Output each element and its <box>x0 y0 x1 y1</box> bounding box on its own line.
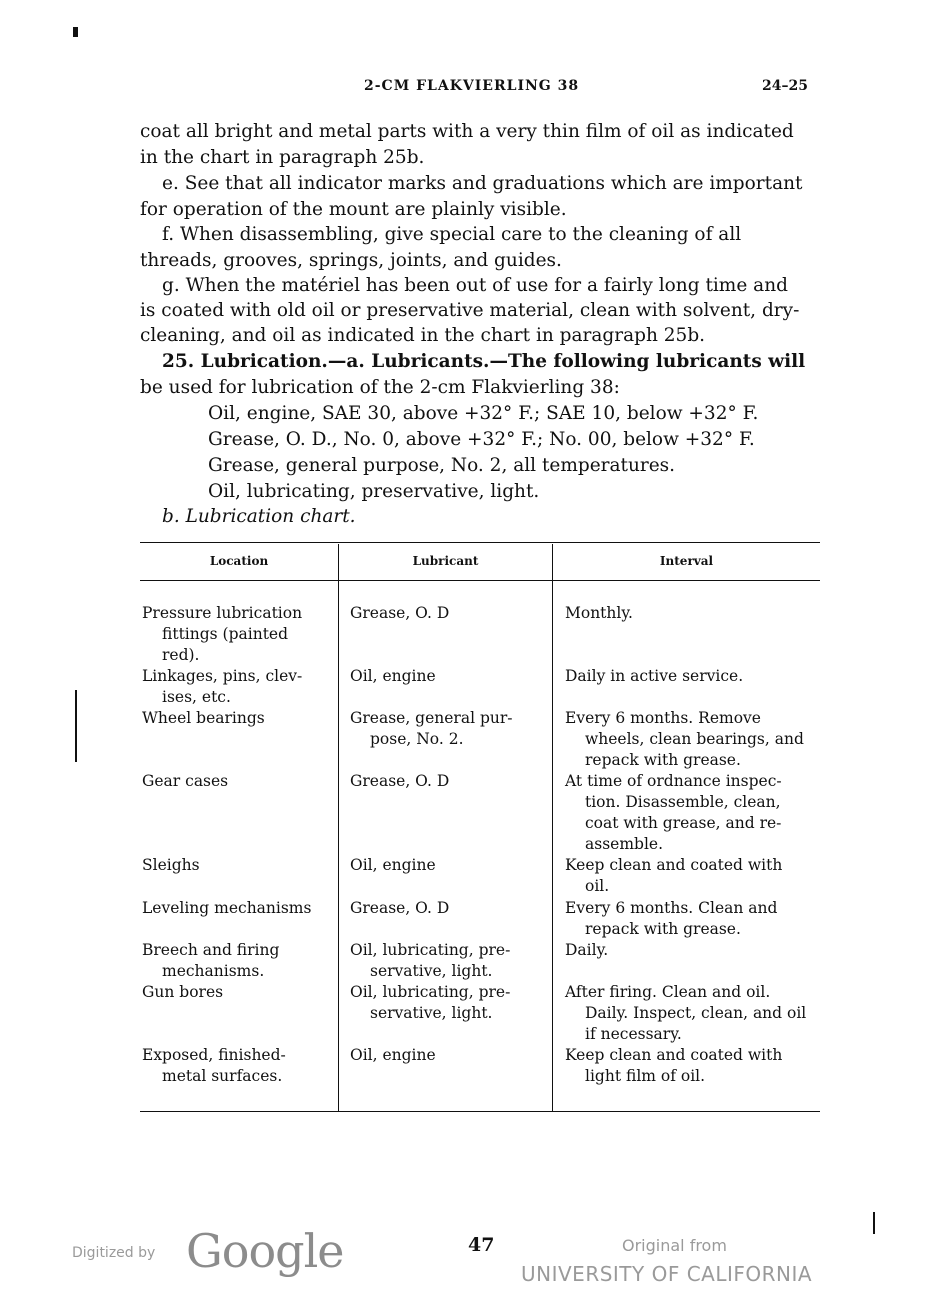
table-cell-line: Leveling mechanisms <box>142 899 312 917</box>
table-cell-line: Daily. <box>565 941 609 959</box>
table-cell-line: Grease, general pur- <box>350 709 513 727</box>
table-cell-lubricant <box>350 982 546 1024</box>
header-page-range: 24–25 <box>762 78 808 94</box>
table-cell-interval <box>565 771 820 855</box>
table-column-divider <box>552 544 553 1111</box>
scan-mark <box>873 1212 875 1234</box>
lubrication-chart-table <box>140 540 820 1115</box>
body-line: cleaning, and oil as indicated in the chart in paragraph 25b. <box>140 325 706 346</box>
column-header-interval: Interval <box>659 554 714 568</box>
google-logo: Google <box>186 1224 344 1278</box>
body-line: threads, grooves, springs, joints, and guides. <box>140 250 562 271</box>
table-cell-line: Grease, O. D <box>350 899 450 917</box>
table-cell-interval <box>565 940 820 961</box>
lubricant-item: Grease, O. D., No. 0, above +32° F.; No. 00, below +32° F. <box>208 429 755 450</box>
scan-mark <box>75 690 77 762</box>
body-line: coat all bright and metal parts with a very thin film of oil as indicated <box>140 121 794 142</box>
table-cell-location <box>142 855 332 876</box>
table-cell-lubricant <box>350 855 546 876</box>
table-rule-header <box>140 580 820 581</box>
lubricant-item: Oil, engine, SAE 30, above +32° F.; SAE 10, below +32° F. <box>208 403 759 424</box>
table-cell-line: tion. Disassemble, clean, <box>585 793 781 811</box>
body-line: for operation of the mount are plainly visible. <box>140 199 567 220</box>
table-cell-line: Oil, engine <box>350 667 436 685</box>
table-cell-line: servative, light. <box>370 1004 493 1022</box>
body-line: f. When disassembling, give special care to the cleaning of all <box>162 224 742 245</box>
table-cell-line: Sleighs <box>142 856 200 874</box>
lubricant-item: Oil, lubricating, preservative, light. <box>208 481 540 502</box>
column-header-location: Location <box>209 554 269 568</box>
table-cell-lubricant <box>350 666 546 687</box>
table-cell-line: coat with grease, and re- <box>585 814 782 832</box>
header-title: 2-CM FLAKVIERLING 38 <box>364 78 580 94</box>
table-cell-line: Breech and firing <box>142 941 280 959</box>
table-cell-line: Wheel bearings <box>142 709 265 727</box>
table-cell-line: Daily in active service. <box>565 667 744 685</box>
table-cell-lubricant <box>350 898 546 919</box>
table-cell-line: pose, No. 2. <box>370 730 464 748</box>
institution-text: UNIVERSITY OF CALIFORNIA <box>521 1262 813 1286</box>
table-cell-line: Every 6 months. Clean and <box>565 899 778 917</box>
table-cell-line: Monthly. <box>565 604 633 622</box>
table-cell-lubricant <box>350 603 546 624</box>
table-cell-line: servative, light. <box>370 962 493 980</box>
body-line: is coated with old oil or preservative material, clean with solvent, dry- <box>140 300 800 321</box>
table-cell-line: repack with grease. <box>585 751 741 769</box>
table-cell-line: Linkages, pins, clev- <box>142 667 303 685</box>
table-cell-line: red). <box>162 646 200 664</box>
table-cell-line: mechanisms. <box>162 962 265 980</box>
table-cell-interval <box>565 1045 820 1087</box>
table-cell-location <box>142 771 332 792</box>
table-cell-line: repack with grease. <box>585 920 741 938</box>
running-header <box>0 78 935 100</box>
table-cell-line: After firing. Clean and oil. <box>565 983 771 1001</box>
digitized-by-text: Digitized by <box>72 1245 156 1261</box>
table-cell-line: Every 6 months. Remove <box>565 709 761 727</box>
body-line: g. When the matériel has been out of use for a fairly long time and <box>162 275 788 296</box>
table-cell-location <box>142 666 332 708</box>
chart-subheading: b. Lubrication chart. <box>162 506 356 527</box>
body-line: e. See that all indicator marks and graduations which are important <box>162 173 803 194</box>
page-number: 47 <box>468 1234 495 1256</box>
table-cell-line: metal surfaces. <box>162 1067 283 1085</box>
table-cell-line: Keep clean and coated with <box>565 856 783 874</box>
table-cell-line: assemble. <box>585 835 663 853</box>
table-cell-line: Grease, O. D <box>350 604 450 622</box>
table-cell-line: ises, etc. <box>162 688 231 706</box>
table-cell-interval <box>565 666 820 687</box>
section-heading-line: 25. Lubrication.—a. Lubricants.—The following lubricants will <box>162 351 806 372</box>
table-cell-line: light film of oil. <box>585 1067 706 1085</box>
table-cell-interval <box>565 982 820 1045</box>
table-cell-location <box>142 1045 332 1087</box>
table-cell-location <box>142 982 332 1003</box>
table-cell-line: Daily. Inspect, clean, and oil <box>585 1004 807 1022</box>
table-cell-interval <box>565 855 820 897</box>
scan-mark <box>73 27 78 37</box>
table-cell-interval <box>565 898 820 940</box>
column-header-lubricant: Lubricant <box>412 554 479 568</box>
table-cell-line: Keep clean and coated with <box>565 1046 783 1064</box>
table-rule-top <box>140 542 820 543</box>
lubricant-item: Grease, general purpose, No. 2, all temperatures. <box>208 455 676 476</box>
body-line: be used for lubrication of the 2-cm Flakvierling 38: <box>140 377 620 398</box>
table-cell-line: oil. <box>585 877 610 895</box>
table-cell-line: Gun bores <box>142 983 224 1001</box>
table-cell-line: if necessary. <box>585 1025 682 1043</box>
table-cell-line: Grease, O. D <box>350 772 450 790</box>
table-cell-line: Oil, lubricating, pre- <box>350 983 511 1001</box>
table-column-divider <box>338 544 339 1111</box>
table-cell-location <box>142 708 332 729</box>
table-cell-lubricant <box>350 708 546 750</box>
table-cell-interval <box>565 708 820 771</box>
table-cell-line: Exposed, finished- <box>142 1046 286 1064</box>
table-cell-line: Oil, engine <box>350 856 436 874</box>
body-line: in the chart in paragraph 25b. <box>140 147 425 168</box>
table-cell-interval <box>565 603 820 624</box>
table-cell-line: Pressure lubrication <box>142 604 303 622</box>
table-rule-bottom <box>140 1111 820 1112</box>
table-cell-line: Oil, engine <box>350 1046 436 1064</box>
table-cell-location <box>142 898 332 919</box>
table-cell-location <box>142 940 332 982</box>
table-cell-line: Gear cases <box>142 772 229 790</box>
table-cell-lubricant <box>350 1045 546 1066</box>
table-cell-lubricant <box>350 771 546 792</box>
table-cell-line: At time of ordnance inspec- <box>565 772 782 790</box>
table-cell-line: fittings (painted <box>162 625 289 643</box>
original-from-text: Original from <box>622 1236 727 1255</box>
table-cell-line: Oil, lubricating, pre- <box>350 941 511 959</box>
table-cell-line: wheels, clean bearings, and <box>585 730 804 748</box>
table-cell-lubricant <box>350 940 546 982</box>
table-cell-location <box>142 603 332 666</box>
